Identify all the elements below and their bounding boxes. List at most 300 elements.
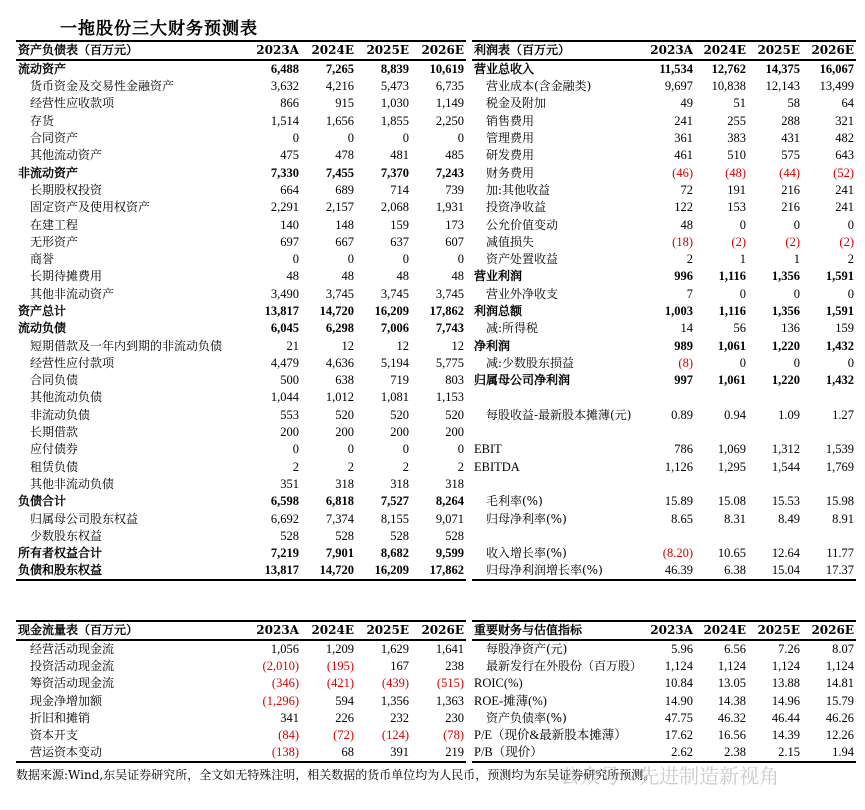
value-cell: 482: [835, 131, 854, 146]
cash-flow-row: [16, 710, 466, 727]
value-cell: 7,265: [325, 62, 354, 76]
value-cell: 1,514: [270, 113, 299, 128]
value-cell: [802, 528, 856, 545]
value-cell: 7,743: [435, 321, 464, 336]
row-label: 存货: [30, 113, 55, 128]
row-label: 非流动负债: [30, 407, 91, 422]
value-cell: [748, 424, 802, 441]
row-label: EBITDA: [474, 459, 520, 474]
value-cell: 0: [402, 442, 409, 457]
row-label: [472, 528, 642, 545]
value-cell: 341: [280, 711, 299, 726]
value-cell: (46): [672, 165, 693, 180]
value-cell: 46.44: [771, 711, 800, 726]
value-cell: 1,124: [717, 659, 746, 674]
value-cell: 13,499: [819, 79, 854, 94]
value-cell: 1,363: [435, 693, 464, 708]
row-label: 商誉: [30, 252, 55, 267]
key-ratio-row: [472, 693, 856, 710]
value-cell: [748, 389, 802, 406]
value-cell: (44): [779, 165, 800, 180]
value-cell: 2: [847, 252, 854, 267]
value-cell: 232: [390, 711, 409, 726]
value-cell: 1,012: [325, 390, 354, 405]
value-cell: 10,619: [429, 62, 464, 76]
value-cell: (18): [672, 234, 693, 249]
value-cell: [748, 476, 802, 493]
value-cell: 915: [335, 96, 354, 111]
value-cell: 638: [335, 373, 354, 388]
value-cell: 5,775: [435, 355, 464, 370]
row-label: 负债合计: [18, 494, 67, 509]
row-label: 无形资产: [30, 234, 79, 249]
value-cell: 136: [781, 321, 800, 336]
value-cell: 1,295: [717, 459, 746, 474]
value-cell: 1,149: [435, 96, 464, 111]
value-cell: 689: [335, 182, 354, 197]
income-statement-row: [472, 78, 856, 95]
column-header: 2025E: [366, 43, 409, 57]
value-cell: 989: [674, 338, 693, 353]
row-label: 净利润: [474, 338, 511, 353]
balance-sheet-row: [16, 407, 466, 424]
row-label: 每股收益-最新股本摊薄(元): [486, 407, 632, 422]
row-label: 负债和股东权益: [18, 563, 103, 578]
value-cell: 996: [674, 269, 693, 284]
balance-sheet-row: [16, 216, 466, 233]
value-cell: 2,157: [325, 200, 354, 215]
value-cell: 255: [727, 113, 746, 128]
value-cell: 3,490: [270, 286, 299, 301]
column-header: 2025E: [757, 623, 800, 637]
value-cell: 3,632: [270, 79, 299, 94]
row-label: 营业利润: [474, 269, 523, 284]
row-label: 少数股东权益: [30, 528, 103, 543]
value-cell: [642, 424, 695, 441]
row-label: 经营活动现金流: [30, 642, 115, 656]
value-cell: 1,081: [380, 390, 409, 405]
value-cell: 2: [686, 252, 693, 267]
value-cell: 8,264: [435, 494, 464, 509]
value-cell: 1,003: [664, 304, 693, 318]
row-label: [472, 389, 642, 406]
row-label: 营业成本(含金融类): [486, 79, 592, 94]
value-cell: 7,527: [380, 494, 409, 509]
value-cell: (2): [839, 234, 854, 249]
value-cell: 697: [280, 234, 299, 249]
value-cell: 6,735: [435, 79, 464, 94]
value-cell: [802, 389, 856, 406]
value-cell: 520: [390, 407, 409, 422]
value-cell: 7,455: [325, 165, 354, 180]
value-cell: 216: [781, 182, 800, 197]
row-label: 其他非流动资产: [30, 286, 115, 301]
row-label: 固定资产及使用权资产: [30, 200, 151, 215]
row-label: 公允价值变动: [486, 217, 559, 232]
value-cell: 1,126: [664, 459, 693, 474]
value-cell: 0: [793, 286, 800, 301]
income-statement-row: [472, 60, 856, 78]
value-cell: 11.77: [826, 546, 854, 561]
value-cell: 48: [341, 269, 354, 284]
row-label: 投资活动现金流: [30, 659, 115, 674]
cash-flow-row: [16, 693, 466, 710]
value-cell: 0: [793, 217, 800, 232]
row-label: 毛利率(%): [486, 494, 543, 509]
row-label: 减值损失: [486, 234, 535, 249]
value-cell: 7,901: [325, 546, 354, 561]
value-cell: [695, 528, 748, 545]
row-label: EBIT: [474, 442, 502, 457]
column-header: 2026E: [421, 623, 464, 637]
column-header: 2025E: [757, 43, 800, 57]
balance-sheet-row: [16, 268, 466, 285]
key-ratio-row: [472, 727, 856, 744]
value-cell: 1.09: [778, 407, 800, 422]
value-cell: 1,220: [771, 338, 800, 353]
income-statement-row: [472, 337, 856, 354]
value-cell: 1,061: [717, 373, 746, 388]
value-cell: 12.64: [771, 546, 800, 561]
value-cell: 5,473: [380, 79, 409, 94]
row-label: 财务费用: [486, 165, 535, 180]
row-label: 长期股权投资: [30, 182, 103, 197]
value-cell: [695, 424, 748, 441]
income-statement-table: [472, 40, 856, 581]
column-header: 2024E: [311, 623, 354, 637]
value-cell: 21: [286, 338, 299, 353]
value-cell: 14.90: [664, 693, 693, 708]
table-header-row: [472, 41, 856, 60]
value-cell: 148: [335, 217, 354, 232]
row-label: 最新发行在外股份（百万股）: [486, 659, 642, 674]
column-header: 2023A: [650, 623, 693, 637]
row-label: 资产总计: [18, 304, 67, 318]
value-cell: 1,124: [771, 659, 800, 674]
value-cell: 667: [335, 234, 354, 249]
value-cell: 1,356: [380, 693, 409, 708]
balance-sheet-row: [16, 199, 466, 216]
value-cell: 10.84: [664, 676, 693, 691]
source-note: 数据来源:Wind,东吴证券研究所，全文如无特殊注明，相关数据的货币单位均为人民币，预测均为东吴证券研究所预测。: [16, 768, 656, 782]
row-label: ROIC(%): [474, 676, 523, 691]
column-header: 2026E: [811, 623, 854, 637]
balance-sheet-row: [16, 303, 466, 320]
balance-sheet-row: [16, 459, 466, 476]
row-label: 非流动资产: [18, 165, 79, 180]
value-cell: 1,356: [771, 269, 800, 284]
income-statement-row: [472, 147, 856, 164]
value-cell: 1,769: [825, 459, 854, 474]
income-statement-row: [472, 545, 856, 562]
value-cell: 1,056: [270, 642, 299, 656]
value-cell: 12: [451, 338, 464, 353]
value-cell: 0: [457, 442, 464, 457]
row-label: 税金及附加: [486, 96, 547, 111]
value-cell: 461: [674, 148, 693, 163]
value-cell: 3,745: [325, 286, 354, 301]
value-cell: 8.65: [671, 511, 693, 526]
column-header: 2024E: [311, 43, 354, 57]
row-label: 归属母公司净利润: [474, 373, 571, 388]
value-cell: 5.96: [671, 642, 693, 656]
value-cell: 46.26: [825, 711, 854, 726]
table-title: 资产负债表（百万元）: [18, 43, 139, 57]
value-cell: 594: [335, 693, 354, 708]
value-cell: 575: [781, 148, 800, 163]
value-cell: 528: [335, 528, 354, 543]
key-ratio-row: [472, 640, 856, 658]
value-cell: 2,291: [270, 200, 299, 215]
row-label: 应付债券: [30, 442, 79, 457]
balance-sheet-row: [16, 251, 466, 268]
value-cell: 1,591: [825, 269, 854, 284]
income-statement-row: [472, 130, 856, 147]
value-cell: (2): [785, 234, 800, 249]
value-cell: [642, 476, 695, 493]
row-label: 长期待摊费用: [30, 269, 103, 284]
value-cell: 12: [396, 338, 409, 353]
row-label: 合同资产: [30, 131, 79, 146]
balance-sheet-row: [16, 389, 466, 406]
value-cell: 140: [280, 217, 299, 232]
income-statement-row: [472, 164, 856, 181]
income-statement-row: [472, 562, 856, 580]
balance-sheet-row: [16, 528, 466, 545]
income-statement-row: [472, 268, 856, 285]
value-cell: 159: [835, 321, 854, 336]
value-cell: (2): [731, 234, 746, 249]
balance-sheet-row: [16, 441, 466, 458]
value-cell: 0: [457, 131, 464, 146]
balance-sheet-row: [16, 147, 466, 164]
value-cell: 478: [335, 148, 354, 163]
value-cell: 200: [390, 425, 409, 440]
row-label: 收入增长率(%): [486, 546, 567, 561]
value-cell: 7,370: [380, 165, 409, 180]
row-label: 归属母公司股东权益: [30, 511, 139, 526]
value-cell: 13.05: [717, 676, 746, 691]
value-cell: 607: [445, 234, 464, 249]
cash-flow-row: [16, 658, 466, 675]
cash-flow-table: [16, 620, 466, 763]
income-statement-row: [472, 234, 856, 251]
value-cell: 13.88: [771, 676, 800, 691]
value-cell: 58: [787, 96, 800, 111]
value-cell: 1.27: [832, 407, 854, 422]
value-cell: 1,124: [825, 659, 854, 674]
value-cell: 17,862: [429, 563, 464, 578]
row-label: 现金净增加额: [30, 693, 103, 708]
value-cell: 219: [445, 745, 464, 760]
value-cell: 48: [396, 269, 409, 284]
value-cell: 0: [739, 286, 746, 301]
value-cell: 8.07: [832, 642, 854, 656]
value-cell: 10.65: [717, 546, 746, 561]
row-label: 销售费用: [486, 113, 535, 128]
value-cell: [642, 528, 695, 545]
row-label: 短期借款及一年内到期的非流动负债: [30, 338, 223, 353]
income-statement-row: [472, 199, 856, 216]
value-cell: 6,045: [270, 321, 299, 336]
income-statement-row: [472, 113, 856, 130]
row-label: 租赁负债: [30, 459, 79, 474]
income-statement-row: [472, 476, 856, 493]
row-label: 投资净收益: [486, 200, 547, 215]
value-cell: 200: [445, 425, 464, 440]
value-cell: 241: [835, 182, 854, 197]
table-header-row: [16, 621, 466, 640]
value-cell: 719: [390, 373, 409, 388]
value-cell: 11,534: [659, 62, 693, 76]
value-cell: (8): [678, 355, 693, 370]
value-cell: 1,044: [270, 390, 299, 405]
value-cell: 15.04: [771, 563, 800, 578]
value-cell: 51: [733, 96, 746, 111]
value-cell: 1,030: [380, 96, 409, 111]
row-label: 营业外净收支: [486, 286, 559, 301]
value-cell: 2,068: [380, 200, 409, 215]
value-cell: 0: [847, 355, 854, 370]
value-cell: 5,194: [380, 355, 409, 370]
value-cell: (138): [271, 745, 299, 760]
value-cell: 15.89: [664, 494, 693, 509]
watermark: 公众号 · 先进制造新视角: [560, 764, 780, 788]
income-statement-row: [472, 407, 856, 424]
value-cell: 485: [445, 148, 464, 163]
value-cell: 8.91: [832, 511, 854, 526]
value-cell: 14.81: [825, 676, 854, 691]
value-cell: 3,745: [435, 286, 464, 301]
balance-sheet-row: [16, 130, 466, 147]
value-cell: [695, 476, 748, 493]
value-cell: (195): [326, 659, 354, 674]
balance-sheet-row: [16, 510, 466, 527]
value-cell: 16,067: [819, 62, 854, 76]
column-header: 2023A: [650, 43, 693, 57]
value-cell: 520: [335, 407, 354, 422]
value-cell: (124): [381, 728, 409, 743]
income-statement-row: [472, 303, 856, 320]
value-cell: 6,692: [270, 511, 299, 526]
value-cell: 241: [674, 113, 693, 128]
value-cell: 14,720: [319, 304, 354, 318]
value-cell: 739: [445, 182, 464, 197]
value-cell: (48): [725, 165, 746, 180]
value-cell: 318: [445, 476, 464, 491]
value-cell: 15.79: [825, 693, 854, 708]
row-label: 经营性应收款项: [30, 96, 115, 111]
value-cell: 12,143: [765, 79, 800, 94]
balance-sheet-row: [16, 372, 466, 389]
value-cell: 15.98: [825, 494, 854, 509]
row-label: [472, 424, 642, 441]
value-cell: 2: [347, 459, 354, 474]
balance-sheet-row: [16, 95, 466, 112]
value-cell: 1,209: [325, 642, 354, 656]
value-cell: 481: [390, 148, 409, 163]
value-cell: 1,220: [771, 373, 800, 388]
cash-flow-row: [16, 727, 466, 744]
value-cell: 48: [680, 217, 693, 232]
value-cell: 553: [280, 407, 299, 422]
balance-sheet-row: [16, 562, 466, 580]
column-header: 2026E: [421, 43, 464, 57]
value-cell: 16,209: [374, 563, 409, 578]
income-statement-row: [472, 510, 856, 527]
value-cell: 7: [686, 286, 693, 301]
value-cell: 1: [793, 252, 800, 267]
row-label: 长期借款: [30, 425, 79, 440]
value-cell: 48: [451, 269, 464, 284]
row-label: 每股净资产(元): [486, 642, 568, 656]
value-cell: 14,375: [765, 62, 800, 76]
value-cell: 1,061: [717, 338, 746, 353]
key-ratio-row: [472, 710, 856, 727]
row-label: 其他流动负债: [30, 390, 103, 405]
value-cell: 17.37: [825, 563, 854, 578]
income-statement-row: [472, 424, 856, 441]
value-cell: 637: [390, 234, 409, 249]
page-title: 一拖股份三大财务预测表: [60, 19, 258, 39]
row-label: [472, 476, 642, 493]
value-cell: 1,116: [718, 269, 746, 284]
value-cell: 1,116: [718, 304, 746, 318]
table-header-row: [16, 41, 466, 60]
income-statement-row: [472, 441, 856, 458]
value-cell: 1,069: [717, 442, 746, 457]
value-cell: 12.26: [825, 728, 854, 743]
value-cell: 0.94: [724, 407, 746, 422]
value-cell: 16,209: [374, 304, 409, 318]
value-cell: 383: [727, 131, 746, 146]
value-cell: 6.38: [724, 563, 746, 578]
row-label: 归母净利润增长率(%): [486, 563, 603, 578]
value-cell: 361: [674, 131, 693, 146]
row-label: ROE-摊薄(%): [474, 693, 547, 708]
value-cell: 48: [286, 269, 299, 284]
key-ratios-table: [472, 620, 856, 763]
value-cell: 500: [280, 373, 299, 388]
balance-sheet-row: [16, 424, 466, 441]
value-cell: 1,312: [771, 442, 800, 457]
balance-sheet-row: [16, 60, 466, 78]
value-cell: 0: [739, 355, 746, 370]
value-cell: 1,432: [825, 373, 854, 388]
row-label: 其他流动资产: [30, 148, 103, 163]
balance-sheet-row: [16, 113, 466, 130]
value-cell: 714: [390, 182, 409, 197]
value-cell: 241: [835, 200, 854, 215]
row-label: P/E（现价&最新股本摊薄）: [474, 728, 627, 743]
value-cell: 159: [390, 217, 409, 232]
value-cell: 643: [835, 148, 854, 163]
value-cell: 238: [445, 659, 464, 674]
value-cell: 8.49: [778, 511, 800, 526]
value-cell: 14,720: [319, 563, 354, 578]
value-cell: 216: [781, 200, 800, 215]
value-cell: 0: [739, 217, 746, 232]
value-cell: 391: [390, 745, 409, 760]
value-cell: 0: [402, 252, 409, 267]
value-cell: 1,432: [825, 338, 854, 353]
value-cell: 0: [292, 442, 299, 457]
column-header: 2023A: [256, 623, 299, 637]
table-header-row: [472, 621, 856, 640]
balance-sheet-row: [16, 493, 466, 510]
balance-sheet-row: [16, 337, 466, 354]
value-cell: 2: [402, 459, 409, 474]
